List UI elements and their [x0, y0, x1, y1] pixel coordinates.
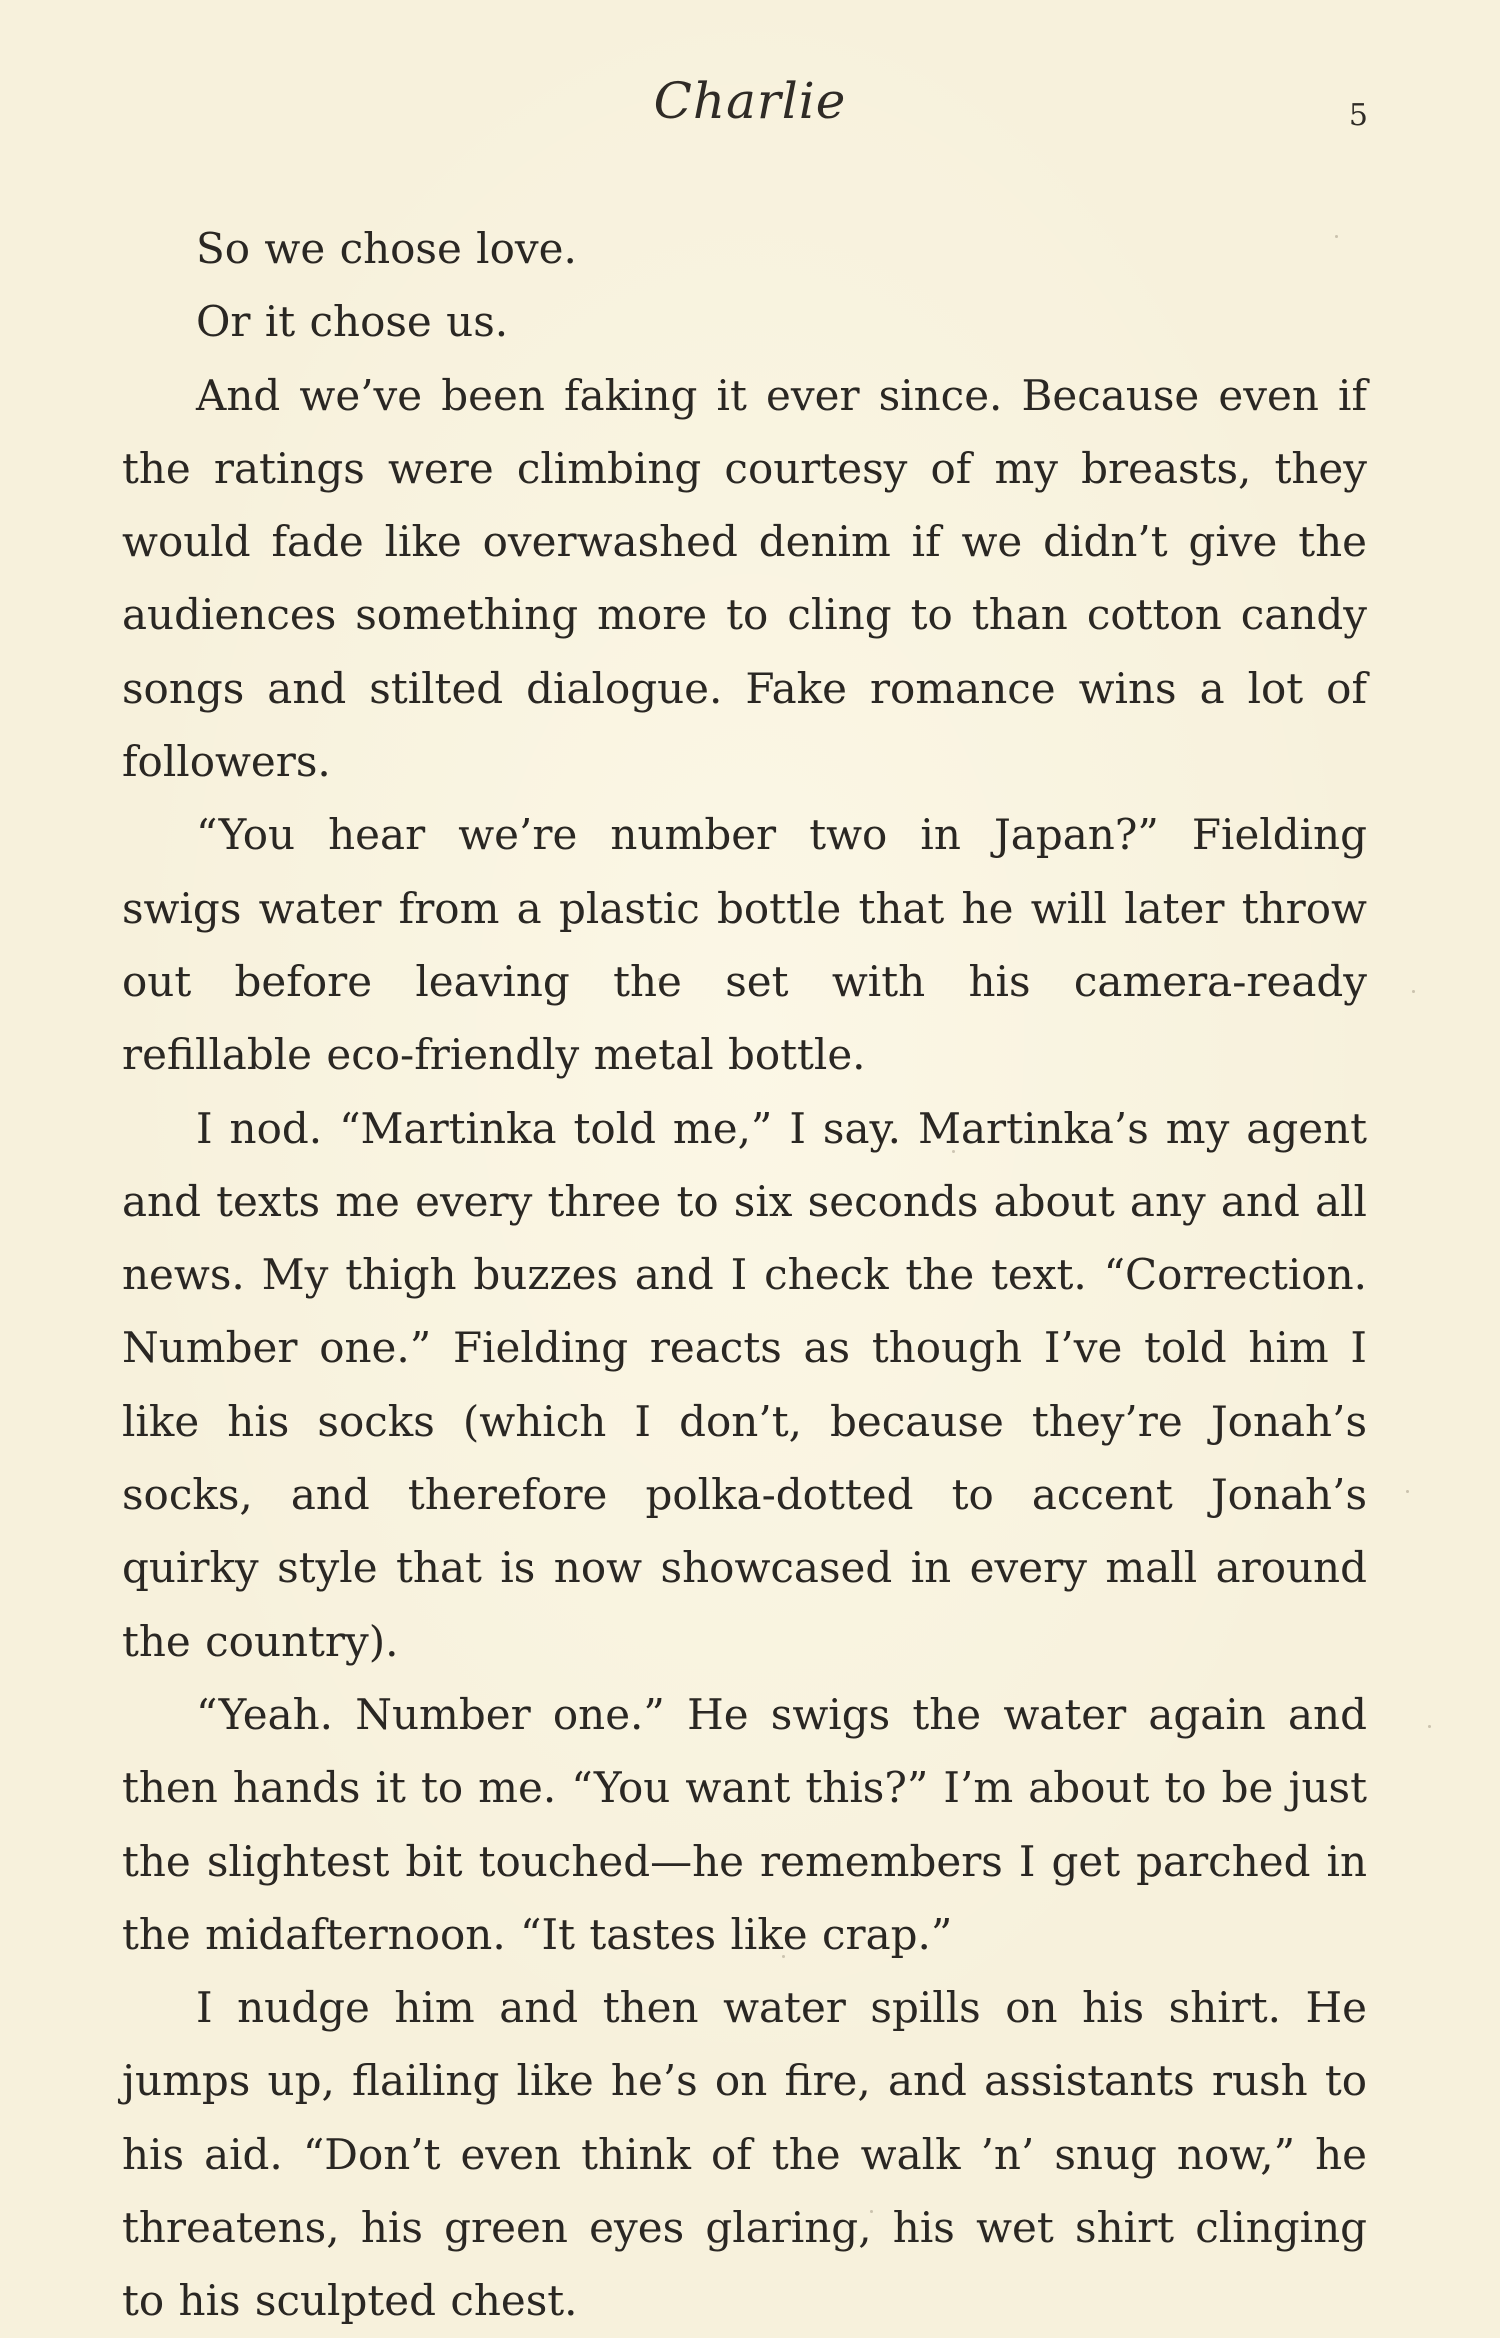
paragraph: I nudge him and then water spills on his shirt. He jumps up, flailing like he’s on fire, and assistants rush to his aid. “Don’t even think of the walk ’n’ snug now,” he threatens, his green eyes glaring, his wet shirt clinging to his sculpted chest. — [122, 1983, 1367, 2326]
paragraph: I nod. “Martinka told me,” I say. Martinka’s my agent and texts me every three to six seconds about any and all news. My thigh buzzes and I check the text. “Correction. Number one.” Fielding reacts as though I’ve told him I like his socks (which I don’t, because they’re Jonah’s socks, and therefore polka-dotted to accent Jonah’s quirky style that is now showcased in every mall around the country). — [122, 1103, 1367, 1666]
paper-speck — [1335, 235, 1338, 238]
paragraph: “Yeah. Number one.” He swigs the water again and then hands it to me. “You want this?” I’m about to be just the slightest bit touched—he remembers I get parched in the midafternoon. “It tastes like crap.” — [122, 1689, 1367, 1959]
paragraph: So we chose love. — [196, 224, 577, 273]
paper-speck — [782, 1955, 785, 1958]
paper-speck — [658, 978, 661, 981]
page-number: 5 — [1348, 98, 1368, 133]
running-title: Charlie — [653, 72, 847, 130]
paper-speck — [1428, 1725, 1431, 1728]
paper-speck — [870, 2210, 873, 2213]
paper-speck — [1406, 1490, 1409, 1493]
body-text — [122, 212, 1367, 2338]
paragraph: “You hear we’re number two in Japan?” Fielding swigs water from a plastic bottle that he will later throw out before leaving the set with his camera-ready refillable eco-friendly metal bottle. — [122, 810, 1367, 1080]
paragraph: And we’ve been faking it ever since. Because even if the ratings were climbing courtesy of my breasts, they would fade like overwashed denim if we didn’t give the audiences something more to cling to than cotton candy songs and stilted dialogue. Fake romance wins a lot of followers. — [122, 370, 1367, 787]
paragraph: Or it chose us. — [196, 297, 509, 347]
paper-speck — [1412, 990, 1415, 993]
page-header — [0, 72, 1500, 152]
paper-speck — [952, 1150, 955, 1153]
